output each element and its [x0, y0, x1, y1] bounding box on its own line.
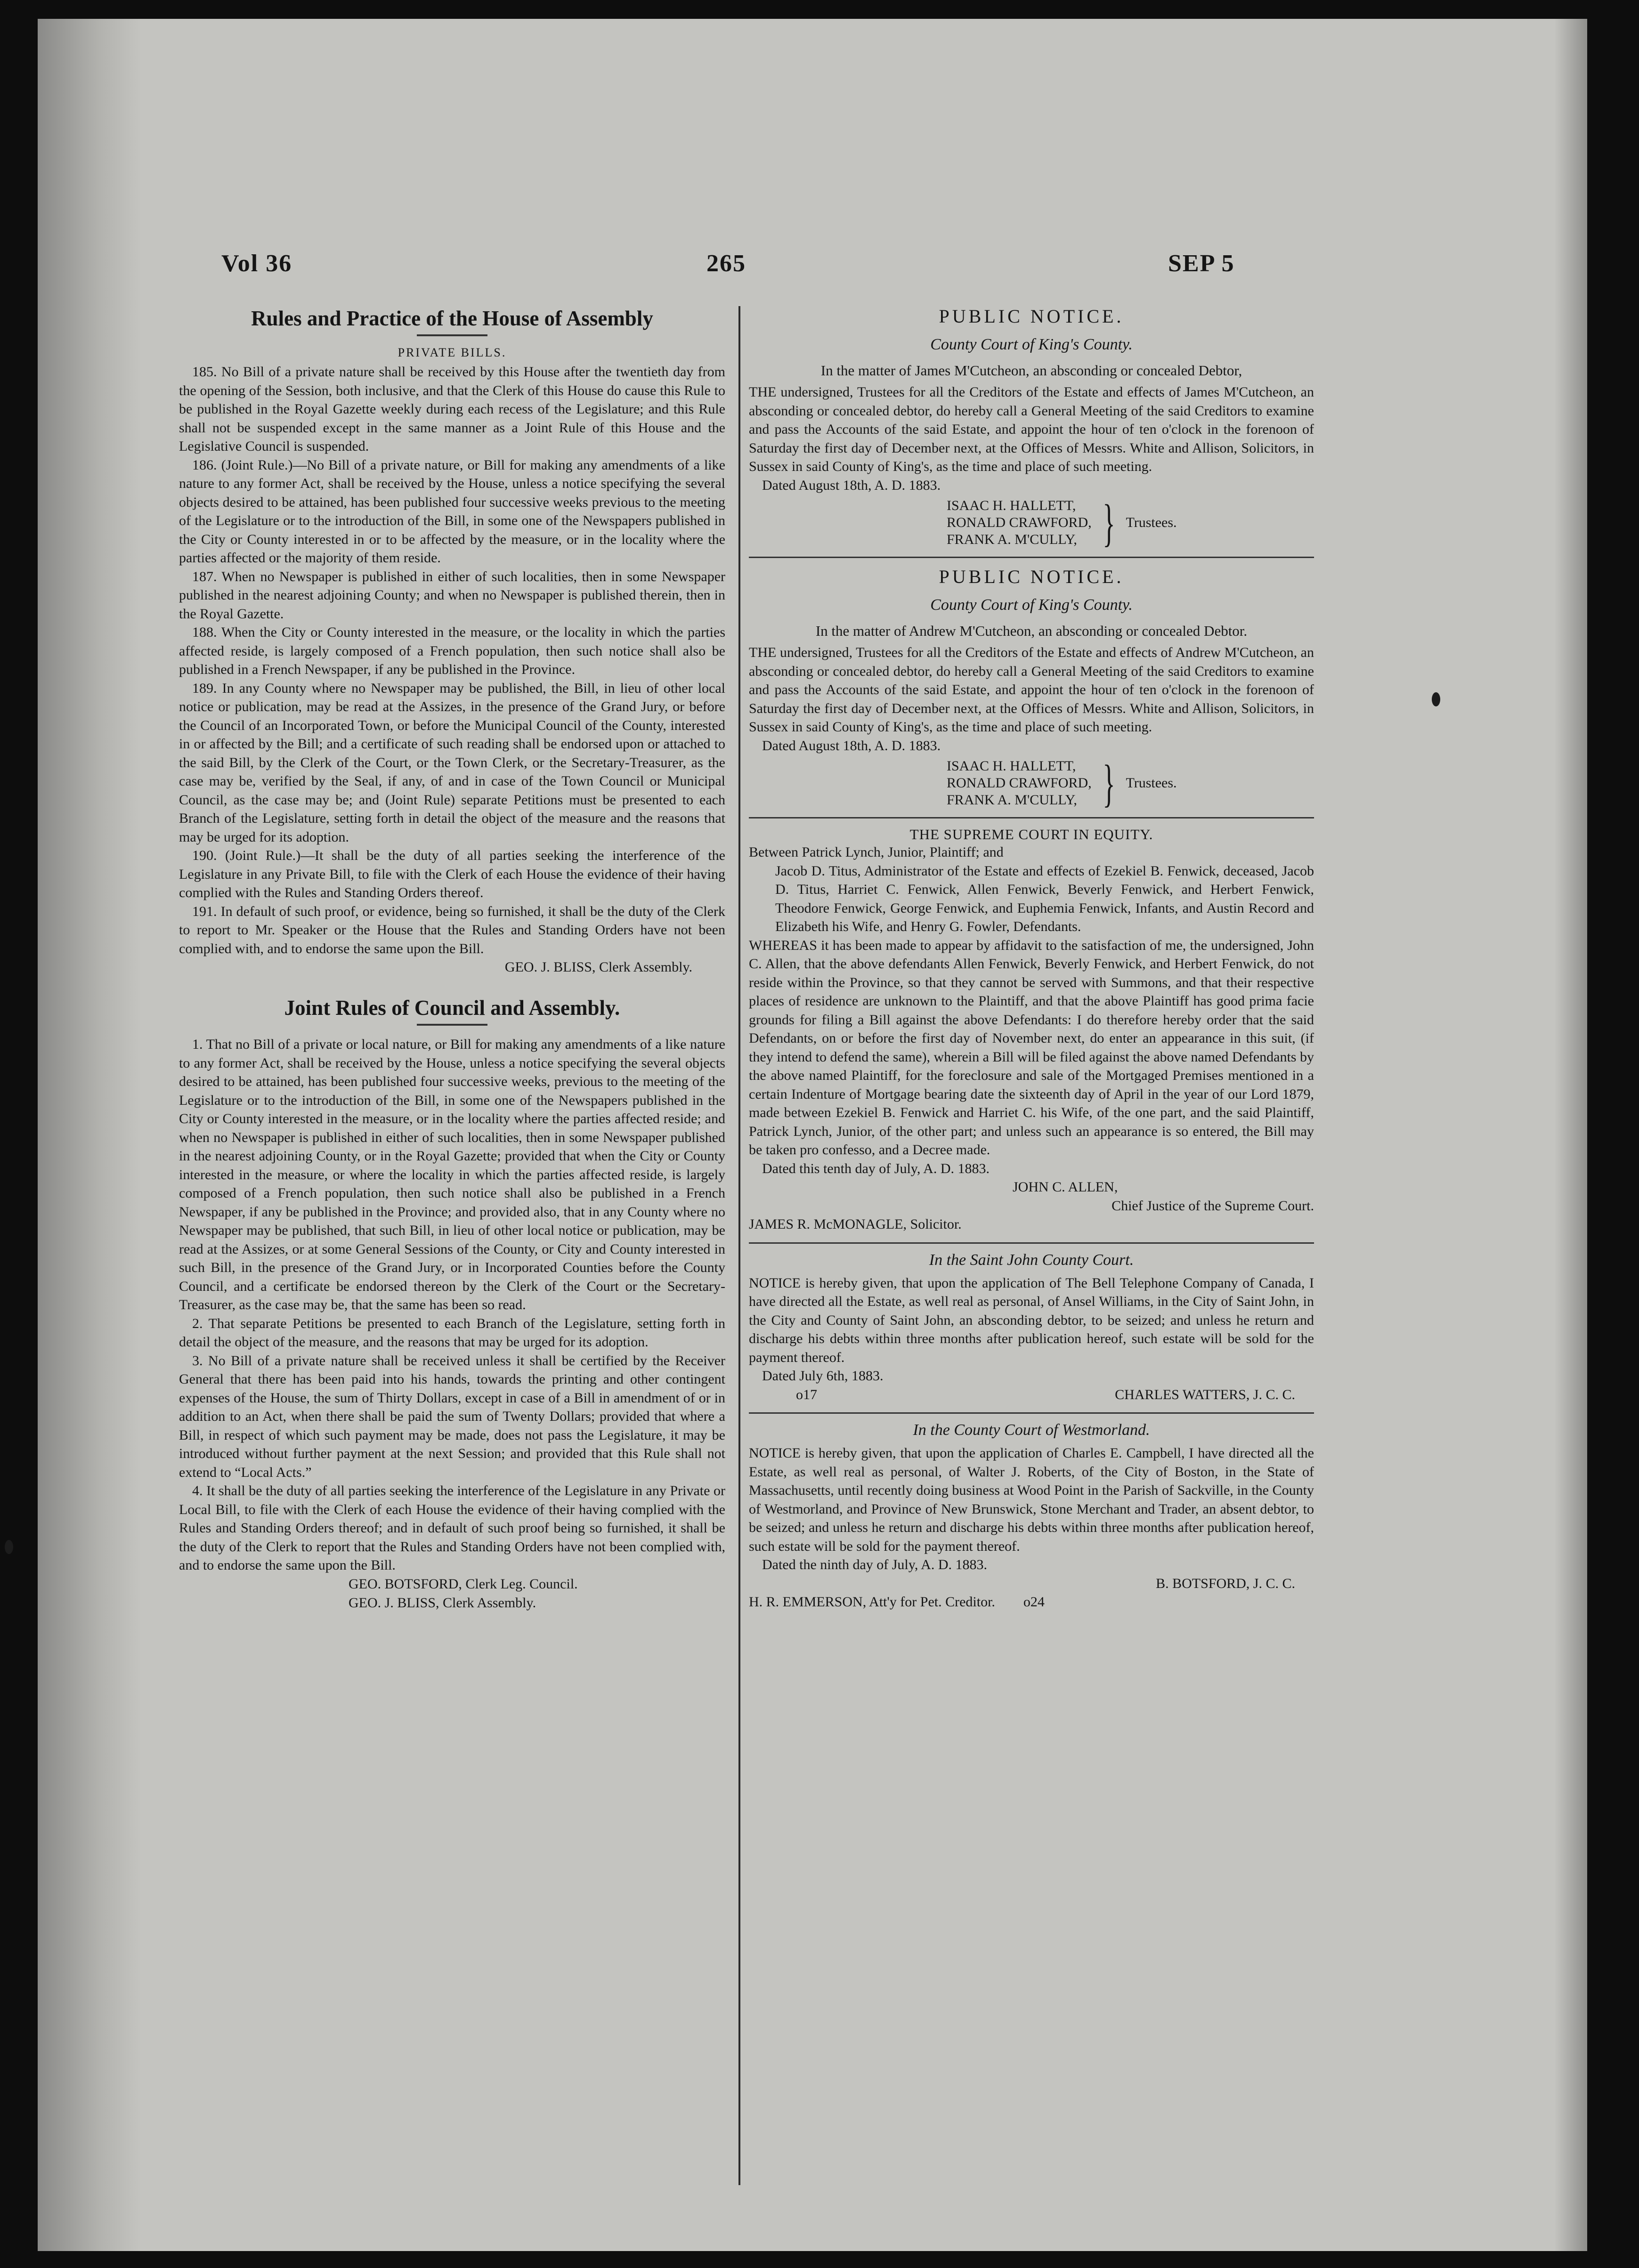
- ink-spot: [1432, 692, 1440, 706]
- rule-191: 191. In default of such proof, or evidence, being so furnished, it shall be the duty of the Clerk to report to Mr. Speaker or the House that the Rules and Standing Orders have not been complied with, and to endorse the same upon the Bill.: [179, 903, 725, 956]
- saint-john-signline: [749, 1385, 1314, 1404]
- saint-john-court: In the Saint John County Court.: [929, 1251, 1134, 1269]
- title-rule: [417, 334, 487, 336]
- equity-defendants: Jacob D. Titus, Administrator of the Estate and effects of Ezekiel B. Fenwick, deceased, Jacob D. Titus, Harriet C. Fenwick, Allen Fenwick, Beverly Fenwick, and Herbert Fenwick, Theodore Fenwick, George Fenwick, and Euphemia Fenwick, Infants, and Austin Record and Elizabeth his Wife, and Henry G. Fowler, Defendants.: [775, 863, 1314, 934]
- saint-john-dated: Dated July 6th, 1883.: [762, 1368, 884, 1384]
- equity-between: Between Patrick Lynch, Junior, Plaintiff; and: [749, 844, 1004, 860]
- westmorland-code: o24: [1023, 1594, 1045, 1610]
- westmorland-dated: Dated the ninth day of July, A. D. 1883.: [762, 1557, 987, 1572]
- notice2-court: County Court of King's County.: [930, 596, 1133, 614]
- trustee-name: FRANK A. M'CULLY,: [947, 532, 1077, 547]
- trustee-name: ISAAC H. HALLETT,: [947, 758, 1076, 774]
- saint-john-signer: CHARLES WATTERS, J. C. C.: [1115, 1386, 1295, 1402]
- title-rule: [417, 1024, 487, 1026]
- notice2-body: THE undersigned, Trustees for all the Creditors of the Estate and effects of Andrew M'Cutcheon, an absconding or concealed debtor, do hereby call a General Meeting of the said Creditors to examine and pass the Accounts of the said Estate, and appoint the hour of ten o'clock in the forenoon of Saturday the first day of December next, at the Offices of Messrs. White and Allison, Solicitors, in Sussex in said County of King's, as the time and place of such meeting.: [749, 645, 1314, 735]
- equity-signer-title: Chief Justice of the Supreme Court.: [1112, 1198, 1314, 1214]
- notice1-body: THE undersigned, Trustees for all the Creditors of the Estate and effects of James M'Cutcheon, an absconding or concealed debtor, do hereby call a General Meeting of the said Creditors to examine and pass the Accounts of the said Estate, and appoint the hour of ten o'clock in the forenoon of Saturday the first day of December next, at the Offices of Messrs. White and Allison, Solicitors, in Sussex in said County of King's, as the time and place of such meeting.: [749, 384, 1314, 474]
- rules-signature: GEO. J. BLISS, Clerk Assembly.: [504, 959, 692, 975]
- column-divider: [738, 306, 740, 2185]
- equity-solicitor: JAMES R. McMONAGLE, Solicitor.: [749, 1216, 962, 1232]
- joint-rule-4: 4. It shall be the duty of all parties seeking the interference of the Legislature in any Private or Local Bill, to file with the Clerk of each House the evidence of their having complied with the Rules and Standing Orders thereof; and in default of such proof being so furnished, it shall be the duty of the Clerk to report that the Rules and Standing Orders have not been complied with, and to endorse the same upon the Bill.: [179, 1483, 725, 1573]
- trustee-name: RONALD CRAWFORD,: [947, 515, 1092, 530]
- trustee-name: FRANK A. M'CULLY,: [947, 792, 1077, 808]
- westmorland-signer: B. BOTSFORD, J. C. C.: [1156, 1575, 1295, 1591]
- westmorland-attorney: H. R. EMMERSON, Att'y for Pet. Creditor.: [749, 1594, 995, 1610]
- section-rule: [749, 1412, 1314, 1414]
- notice1-matter: In the matter of James M'Cutcheon, an absconding or concealed Debtor,: [820, 362, 1242, 379]
- volume-label: Vol 36: [221, 250, 292, 277]
- page-edge-shadow: [1554, 19, 1587, 2251]
- westmorland-court: In the County Court of Westmorland.: [913, 1421, 1150, 1439]
- brace-glyph: }: [1102, 494, 1115, 551]
- rules-subtitle: PRIVATE BILLS.: [398, 346, 507, 359]
- equity-title: THE SUPREME COURT IN EQUITY.: [909, 826, 1153, 842]
- notice1-trustees: [947, 494, 1314, 551]
- rule-185: 185. No Bill of a private nature shall be received by this House after the twentieth day from the opening of the Session, both inclusive, and that the Clerk of this House do cause this Rule to be published in the Royal Gazette weekly during each recess of the Legislature; and this Rule shall not be suspended except in the same manner as a Joint Rule of this House and the Legislative Council is suspended.: [179, 364, 725, 454]
- joint-rule-3: 3. No Bill of a private nature shall be received unless it shall be certified by the Receiver General that there has been paid into his hands, towards the printing and other contingent expenses of the House, the sum of Thirty Dollars, except in case of a Bill in amendment of or in addition to an Act, when there shall be paid the sum of Twenty Dollars; provided that where a Bill, in respect of which such payment may be made, does not pass the Legislature, it may be introduced without further payment at the next Session; and provided that this Rule shall not extend to “Local Acts.”: [179, 1353, 725, 1480]
- trustee-name: RONALD CRAWFORD,: [947, 775, 1092, 791]
- saint-john-body: NOTICE is hereby given, that upon the application of The Bell Telephone Company of Canada, I have directed all the Estate, as well real as personal, of Ansel Williams, in the City of Saint John, in the City and County of Saint John, an absconding debtor, to be seized; and unless he return and discharge his debts within three months after publication hereof, such estate will be sold for the payment thereof.: [749, 1275, 1314, 1365]
- left-column: [179, 301, 725, 1612]
- notice2-trustees: [947, 754, 1314, 812]
- saint-john-code: o17: [796, 1386, 817, 1402]
- section-rule: [749, 817, 1314, 818]
- trustees-label: Trustees.: [1126, 775, 1177, 791]
- rule-188: 188. When the City or County interested in the measure, or the locality in which the parties affected reside, is largely composed of a French population, then such notice shall also be published in a French Newspaper, if any be published in the Province.: [179, 624, 725, 677]
- rule-189: 189. In any County where no Newspaper may be published, the Bill, in lieu of other local notice or publication, may be read at the Assizes, in the presence of the Grand Jury, or before the Council of an Incorporated Town, or before the Municipal Council of the County, interested in or affected by the Bill; and a certificate of such reading shall be endorsed upon or attached to the said Bill, by the Clerk of the Court, or the Town Clerk, or the Secretary-Treasurer, as the case may be, verified by the Seal, if any, of and in case of the Town Council or Municipal Council, as the case may be; and (Joint Rule) separate Petitions must be presented to each Branch of the Legislature, setting forth in detail the object of the measure and the reasons that may be urged for its adoption.: [179, 680, 725, 845]
- issue-date: SEP 5: [1168, 250, 1235, 277]
- joint-rules-title: Joint Rules of Council and Assembly.: [284, 996, 620, 1020]
- section-rule: [749, 557, 1314, 558]
- rule-190: 190. (Joint Rule.)—It shall be the duty of all parties seeking the interference of the Legislature in any Private Bill, to file with the Clerk of each House the evidence of their having complied with the Rules and Standing Orders thereof.: [179, 848, 725, 900]
- notice1-court: County Court of King's County.: [930, 336, 1133, 353]
- trustees-label: Trustees.: [1126, 515, 1177, 530]
- rule-186: 186. (Joint Rule.)—No Bill of a private nature, or Bill for making any amendments of a like nature to any former Act, shall be received by the House, unless a notice specifying the several objects desired to be attained, has been published four successive weeks previous to the meeting of the Legislature or to the introduction of the Bill, in some one of the Newspapers published in the City or County interested in or to be affected by the measure, or in the locality where the parties affected or the majority of them reside.: [179, 457, 725, 566]
- notice1-title: PUBLIC NOTICE.: [939, 306, 1124, 327]
- rule-187: 187. When no Newspaper is published in either of such localities, then in some Newspaper published in the nearest adjoining County; and when no Newspaper is published therein, then in the Royal Gazette.: [179, 568, 725, 622]
- brace-glyph: }: [1102, 754, 1115, 812]
- notice1-dated: Dated August 18th, A. D. 1883.: [762, 477, 941, 493]
- ink-spot: [5, 1540, 13, 1554]
- joint-signature-council: GEO. BOTSFORD, Clerk Leg. Council.: [349, 1576, 578, 1592]
- trustee-name: ISAAC H. HALLETT,: [947, 498, 1076, 513]
- westmorland-body: NOTICE is hereby given, that upon the application of Charles E. Campbell, I have directed all the Estate, as well real as personal, of Walter J. Roberts, of the City of Boston, in the State of Massachusetts, until recently doing business at Wood Point in the Parish of Sackville, in the County of Westmorland, and Province of New Brunswick, Stone Merchant and Trader, an absent debtor, to be seized; and unless he return and discharge his debts within three months after publication hereof, such estate will be sold for the payment thereof.: [749, 1445, 1314, 1554]
- equity-dated: Dated this tenth day of July, A. D. 1883.: [762, 1160, 990, 1176]
- joint-rule-2: 2. That separate Petitions be presented to each Branch of the Legislature, setting forth in detail the object of the measure, and the reasons that may be urged for its adoption.: [179, 1315, 725, 1350]
- newspaper-page: [38, 19, 1587, 2251]
- notice2-title: PUBLIC NOTICE.: [939, 566, 1124, 587]
- notice2-matter: In the matter of Andrew M'Cutcheon, an absconding or concealed Debtor.: [815, 623, 1248, 639]
- equity-body: WHEREAS it has been made to appear by affidavit to the satisfaction of me, the undersigned, John C. Allen, that the above defendants Allen Fenwick, Beverly Fenwick, and Herbert Fenwick, do not reside within the Province, so that they cannot be served with Summons, and that their respective places of residence are unknown to the Plaintiff, and that the above Plaintiff has good prima facie grounds for filing a Bill against the above Defendants: I do therefore hereby order that the said Defendants, on or before the first day of November next, do enter an appearance in this suit, (if they intend to defend the same), wherein a Bill will be filed against the above named Defendants by the above named Plaintiff, for the foreclosure and sale of the Mortgaged Premises mentioned in a certain Indenture of Mortgage bearing date the sixteenth day of April in the year of our Lord 1879, made between Ezekiel B. Fenwick and Harriet C. his Wife, of the one part, and the said Plaintiff, Patrick Lynch, Junior, of the other part; and unless such an appearance is so entered, the Bill may be taken pro confesso, and a Decree made.: [749, 937, 1314, 1158]
- section-rule: [749, 1242, 1314, 1244]
- rules-title: Rules and Practice of the House of Assembly: [251, 307, 653, 330]
- notice2-dated: Dated August 18th, A. D. 1883.: [762, 737, 941, 753]
- joint-signature-assembly: GEO. J. BLISS, Clerk Assembly.: [349, 1595, 536, 1611]
- right-column: [749, 301, 1314, 1612]
- page-binding-shadow: [38, 19, 141, 2251]
- equity-signer: JOHN C. ALLEN,: [1013, 1179, 1118, 1195]
- page-number: 265: [706, 250, 746, 277]
- westmorland-attorney-line: [749, 1593, 1314, 1612]
- joint-rule-1: 1. That no Bill of a private or local nature, or Bill for making any amendments of a like nature to any former Act, shall be received by the House, unless a notice specifying the several objects desired to be attained, has been published four successive weeks, previous to the meeting of the Legislature or to the introduction of the Bill, in some one of the Newspapers published in the City or County interested in the measure, or in the locality where the parties affected reside; and when no Newspaper is published in either of such localities, then in some Newspaper published in the nearest adjoining County, or in the Royal Gazette; provided that when the City or County interested in the measure, or where the locality in which the parties affected reside, is largely composed of a French population, then such notice shall also be published in a French Newspaper, if any be published in the Province; and provided also, that in any County where no Newspaper may be published, that such Bill, in lieu of other local notice or publication, may be read at the Assizes, or at some General Sessions of the County, or City and County interested in such Bill, in the presence of the Grand Jury, or in Incorporated Counties before the County Council, and a certificate be endorsed thereon by the Clerk of the Court or the Secretary-Treasurer, as the case may be, that the same has been so read.: [179, 1037, 725, 1312]
